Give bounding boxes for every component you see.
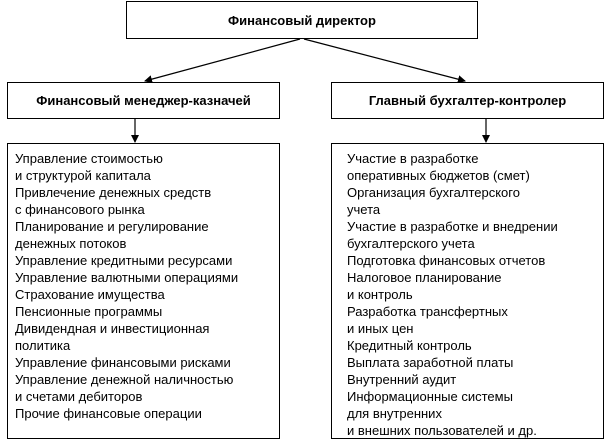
- list-item: денежных потоков: [15, 236, 127, 251]
- list-item: Выплата заработной платы: [347, 355, 514, 370]
- list-item: Управление стоимостью: [15, 151, 163, 166]
- financial-director-title: Финансовый директор: [228, 12, 376, 28]
- list-item: Управление валютными операциями: [15, 270, 239, 285]
- list-item: Участие в разработке и внедрении: [347, 219, 558, 234]
- list-item: Планирование и регулирование: [15, 219, 209, 234]
- list-item: Пенсионные программы: [15, 304, 163, 319]
- list-item: Страхование имущества: [15, 287, 165, 302]
- controller-functions-list: [332, 144, 603, 439]
- list-item: Организация бухгалтерского: [347, 185, 520, 200]
- list-item: Прочие финансовые операции: [15, 406, 202, 421]
- treasurer-functions-list: [8, 144, 279, 422]
- list-item: с финансового рынка: [15, 202, 145, 217]
- controller-functions-box: [331, 143, 604, 439]
- list-item: бухгалтерского учета: [347, 236, 475, 251]
- list-item: для внутренних: [347, 406, 442, 421]
- controller-box: [331, 82, 604, 119]
- list-item: и внешних пользователей и др.: [347, 423, 537, 438]
- list-item: Дивидендная и инвестиционная: [15, 321, 210, 336]
- financial-director-box: [126, 1, 478, 39]
- list-item: и иных цен: [347, 321, 414, 336]
- list-item: Кредитный контроль: [347, 338, 472, 353]
- list-item: политика: [15, 338, 71, 353]
- list-item: Управление денежной наличностью: [15, 372, 234, 387]
- treasurer-functions-box: [7, 143, 280, 439]
- list-item: Участие в разработке: [347, 151, 479, 166]
- treasurer-title: Финансовый менеджер-казначей: [36, 93, 251, 108]
- list-item: и счетами дебиторов: [15, 389, 143, 404]
- list-item: Привлечение денежных средств: [15, 185, 212, 200]
- list-item: учета: [347, 202, 381, 217]
- list-item: оперативных бюджетов (смет): [347, 168, 530, 183]
- arrow-director-to-treasurer: [145, 39, 300, 81]
- list-item: Информационные системы: [347, 389, 513, 404]
- list-item: Подготовка финансовых отчетов: [347, 253, 546, 268]
- list-item: Разработка трансфертных: [347, 304, 508, 319]
- list-item: Налоговое планирование: [347, 270, 502, 285]
- list-item: и контроль: [347, 287, 413, 302]
- list-item: Внутренний аудит: [347, 372, 457, 387]
- list-item: Управление кредитными ресурсами: [15, 253, 233, 268]
- arrow-director-to-controller: [304, 39, 465, 81]
- controller-title: Главный бухгалтер-контролер: [368, 93, 567, 108]
- treasurer-box: [7, 82, 280, 119]
- list-item: и структурой капитала: [15, 168, 151, 183]
- list-item: Управление финансовыми рисками: [15, 355, 231, 370]
